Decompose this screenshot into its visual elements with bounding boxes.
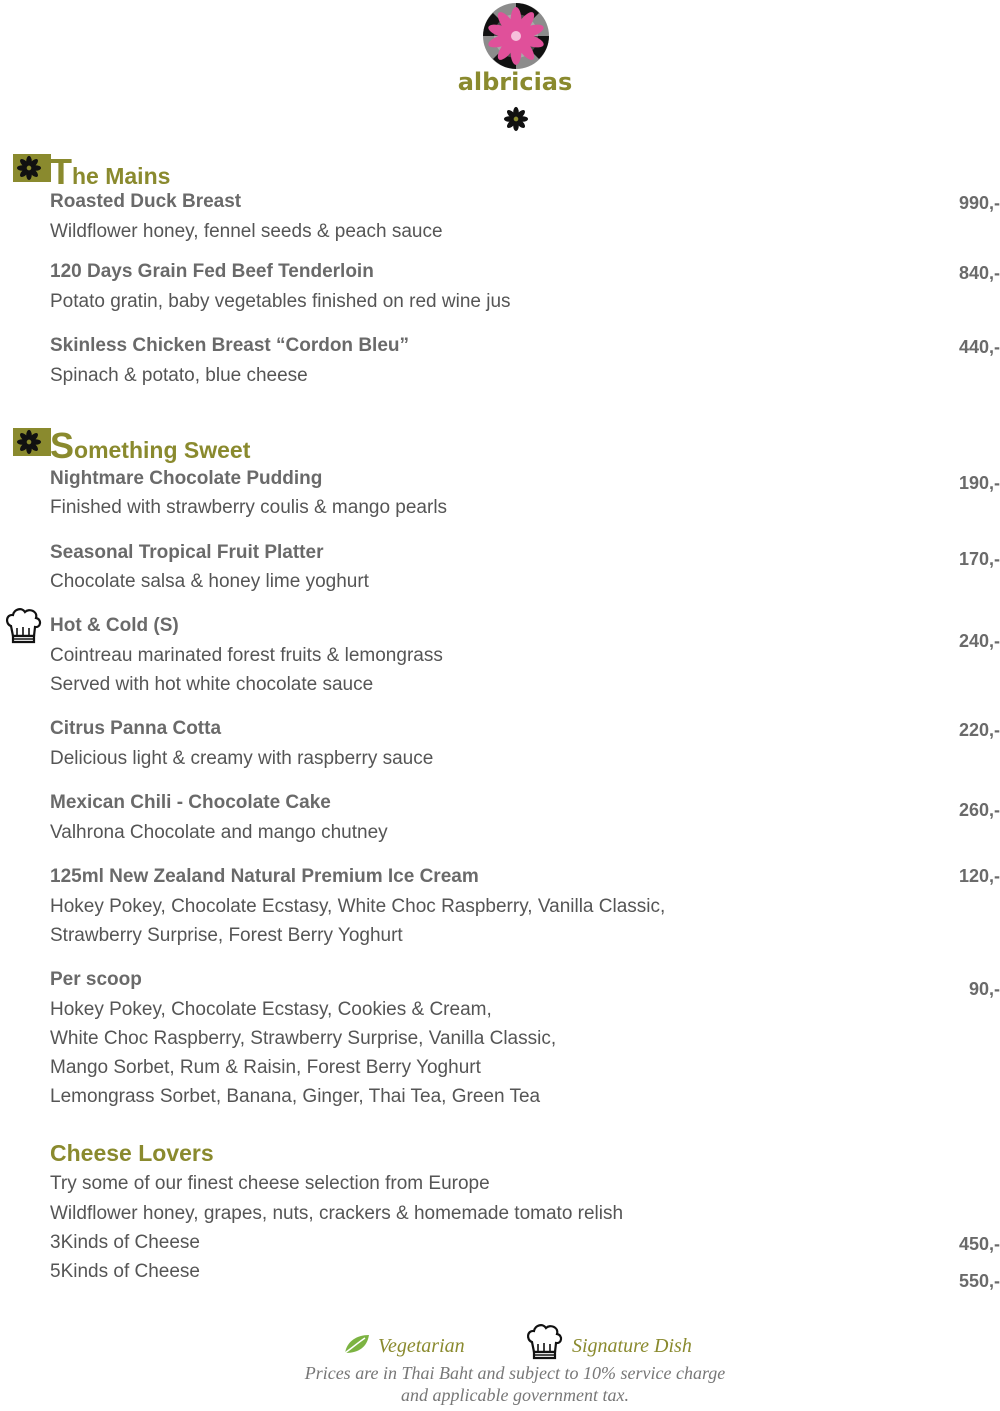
flower-section-icon	[13, 428, 51, 456]
menu-item-description: Delicious light & creamy with raspberry sauce	[50, 748, 434, 769]
menu-item-description: Valhrona Chocolate and mango chutney	[50, 822, 388, 843]
menu-item-price: 90,-	[968, 979, 1000, 999]
brand-name: albricias	[457, 68, 573, 96]
menu-item-price: 220,-	[958, 720, 1000, 740]
cheese-option-price: 450,-	[958, 1234, 1000, 1254]
menu-item-price: 190,-	[958, 473, 1000, 493]
cheese-option-label: 3Kinds of Cheese	[50, 1232, 200, 1253]
menu-item-description: Mango Sorbet, Rum & Raisin, Forest Berry Yoghurt	[50, 1057, 481, 1078]
menu-item-name: 120 Days Grain Fed Beef Tenderloin	[50, 261, 374, 282]
menu-item-description: Hokey Pokey, Chocolate Ecstasy, Cookies & Cream,	[50, 999, 492, 1020]
chef-hat-icon	[3, 606, 43, 646]
menu-item-description: Lemongrass Sorbet, Banana, Ginger, Thai Tea, Green Tea	[50, 1086, 541, 1107]
flower-ornament-icon	[503, 106, 529, 132]
menu-item-name: Hot & Cold (S)	[50, 615, 179, 636]
menu-item-price: 260,-	[958, 800, 1000, 820]
menu-item-description: Wildflower honey, fennel seeds & peach sauce	[50, 221, 443, 242]
menu-item-price: 840,-	[958, 263, 1000, 283]
flower-section-icon	[13, 154, 51, 182]
menu-item-description: White Choc Raspberry, Strawberry Surprise, Vanilla Classic,	[50, 1028, 557, 1049]
menu-item-price: 120,-	[958, 866, 1000, 886]
menu-item-name: Nightmare Chocolate Pudding	[50, 468, 323, 489]
menu-item-name: 125ml New Zealand Natural Premium Ice Cream	[50, 866, 479, 887]
section-title-mains: The Mains	[50, 151, 171, 192]
leaf-icon	[343, 1333, 371, 1355]
menu-item-description: Spinach & potato, blue cheese	[50, 365, 308, 386]
menu-item-description: Cointreau marinated forest fruits & lemongrass	[50, 645, 443, 666]
menu-item-description: Potato gratin, baby vegetables finished on red wine jus	[50, 291, 511, 312]
cheese-option-label: 5Kinds of Cheese	[50, 1261, 200, 1282]
menu-item-price: 990,-	[958, 193, 1000, 213]
section-title-cheese: Cheese Lovers	[50, 1140, 214, 1166]
menu-item-name: Skinless Chicken Breast “Cordon Bleu”	[50, 335, 409, 356]
footer-note	[200, 1362, 830, 1406]
menu-item-name: Citrus Panna Cotta	[50, 718, 222, 739]
menu-item-description: Hokey Pokey, Chocolate Ecstasy, White Choc Raspberry, Vanilla Classic,	[50, 896, 666, 917]
menu-item-description: Strawberry Surprise, Forest Berry Yoghurt	[50, 925, 403, 946]
menu-item-price: 240,-	[958, 631, 1000, 651]
menu-item-price: 170,-	[958, 549, 1000, 569]
legend-vegetarian: Vegetarian	[378, 1335, 465, 1357]
menu-item-description: Wildflower honey, grapes, nuts, crackers & homemade tomato relish	[50, 1203, 624, 1224]
menu-item-description: Served with hot white chocolate sauce	[50, 674, 374, 695]
menu-item-description: Chocolate salsa & honey lime yoghurt	[50, 571, 369, 592]
section-title-sweet: Something Sweet	[50, 425, 251, 466]
menu-item-description: Finished with strawberry coulis & mango pearls	[50, 497, 448, 518]
menu-item-name: Roasted Duck Breast	[50, 191, 242, 212]
cheese-option-price: 550,-	[958, 1271, 1000, 1291]
menu-item-description: Try some of our finest cheese selection from Europe	[50, 1173, 490, 1194]
legend-signature: Signature Dish	[572, 1335, 692, 1357]
menu-item-price: 440,-	[958, 337, 1000, 357]
menu-item-name: Per scoop	[50, 969, 142, 990]
footer-line: Prices are in Thai Baht and subject to 10% service charge	[304, 1363, 726, 1383]
footer-line: and applicable government tax.	[401, 1385, 629, 1405]
flower-logo-icon	[480, 0, 552, 72]
chef-hat-icon	[524, 1322, 564, 1362]
menu-item-name: Seasonal Tropical Fruit Platter	[50, 542, 324, 563]
menu-item-name: Mexican Chili - Chocolate Cake	[50, 792, 331, 813]
